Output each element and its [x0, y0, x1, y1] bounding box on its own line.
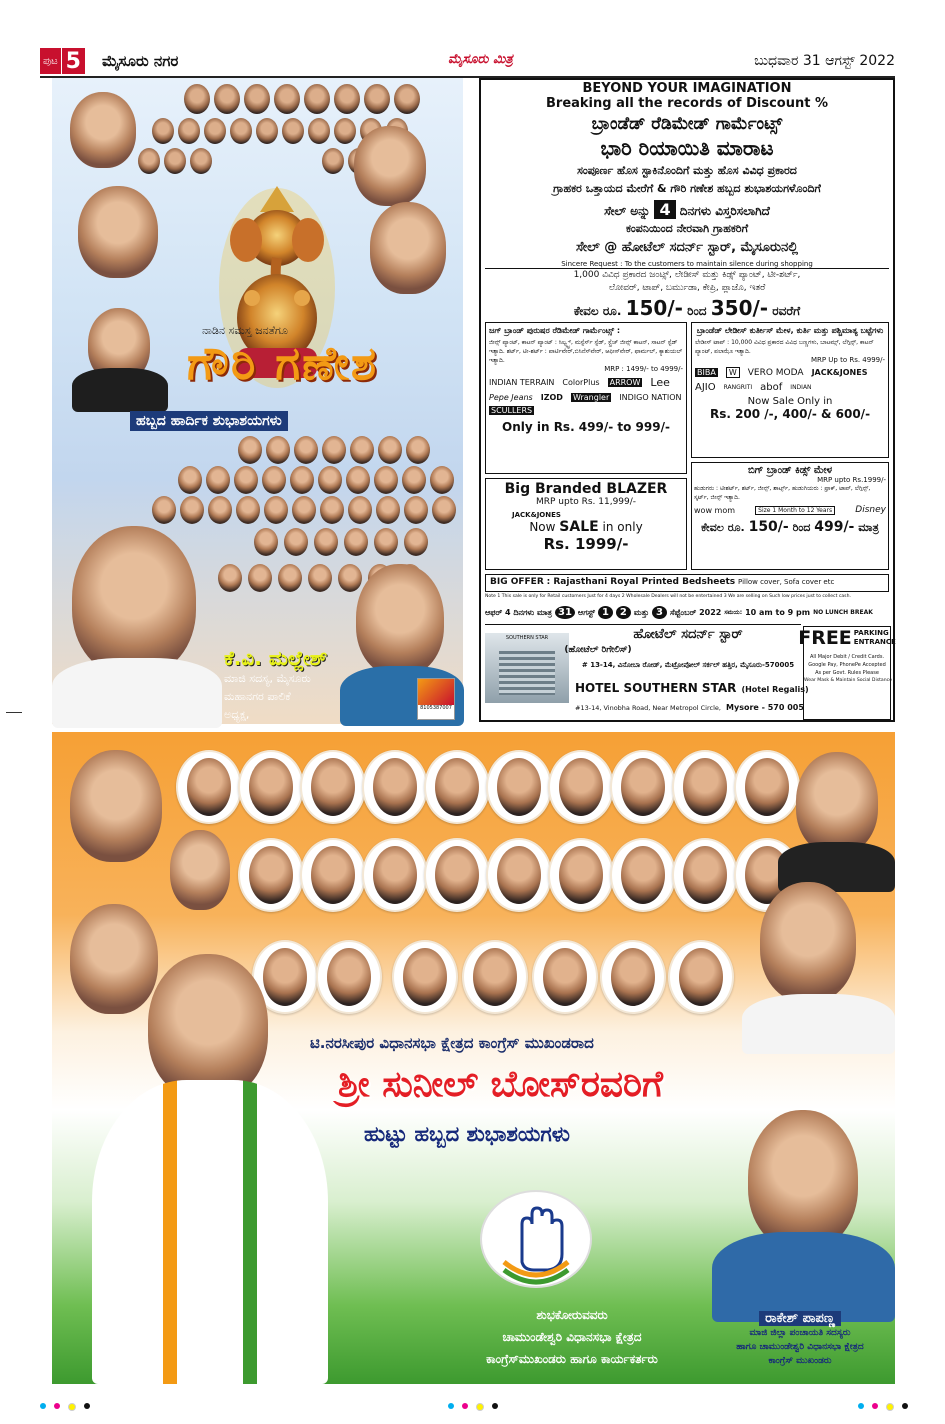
brand-logo: RANGRITI: [723, 384, 753, 391]
sale-items: ಲೋವರ್, ಟಾಪ್, ಬರ್ಮುಡಾ, ಕೇಪ್ರಿ, ಪ್ಲಾಜೊ, ಇತರೆ: [608, 283, 766, 293]
price-post: ರವರೆಗೆ: [772, 304, 801, 318]
supporter-photo: [346, 466, 370, 494]
supporter-photo: [234, 466, 258, 494]
sponsor-line: ಹಾಗೂ ಚಾಮುಂಡೇಶ್ವರಿ ವಿಧಾನಸಭಾ ಕ್ಷೇತ್ರದ: [736, 1342, 864, 1352]
margin-mark: [6, 712, 22, 713]
supporter-photo: [208, 496, 232, 524]
leader-photo-ring: [362, 838, 428, 912]
supporter-photo: [284, 528, 308, 556]
brand-logo: abof: [760, 382, 783, 393]
kids-price-max: 499/-: [814, 519, 855, 535]
sale-para: ಸಂಪೂರ್ಣ ಹೊಸ ಸ್ಟಾಕಿನೊಂದಿಗೆ ಮತ್ತು ಹೊಸ ವಿವಿಧ ಪ್ರಕಾರದ: [577, 164, 797, 177]
sale-para: ಕಂಪನಿಯಿಂದ ನೇರವಾಗಿ ಗ್ರಾಹಕರಿಗೆ: [625, 222, 749, 235]
free-parking-box: [798, 626, 896, 720]
supporter-photo: [322, 436, 346, 464]
sunil-bose-portrait: [148, 954, 268, 1100]
supporter-photo: [206, 466, 230, 494]
leader-photo: [274, 84, 300, 114]
sale-request: Sincere Request : To the customers to maintain silence during shopping: [485, 260, 889, 269]
supporter-photo: [294, 436, 318, 464]
hotel-name-kn: ಹೋಟೆಲ್ ಸದರ್ನ್ ಸ್ಟಾರ್: [633, 627, 743, 642]
free-label: FREE: [798, 627, 852, 649]
wishers-line: ಶುಭಕೋರುವವರು: [536, 1308, 608, 1322]
sale-tagline: Breaking all the records of Discount %: [546, 96, 828, 111]
offer-month: ಆಗಸ್ಟ್: [577, 607, 595, 617]
registration-marks: [40, 1403, 90, 1411]
leader-photo-ring: [486, 750, 552, 824]
supporter-photo: [404, 496, 428, 524]
brand-logo: VERO MODA: [747, 367, 804, 378]
leader-photo: [138, 148, 160, 174]
leader-photo: [178, 118, 200, 144]
price-min: 150/-: [625, 296, 683, 320]
sale-price-range: [481, 296, 893, 320]
sponsor-line: ಮಹಾನಗರ ಪಾಲಿಕೆ: [224, 690, 291, 703]
leader-photo-ring: [300, 750, 366, 824]
brand-logo: Disney: [855, 505, 886, 515]
leader-photo-ring: [610, 750, 676, 824]
sale-headline: BEYOND YOUR IMAGINATION: [582, 81, 792, 96]
supporter-photo: [236, 496, 260, 524]
hotel-name-en2: (Hotel Regalis): [741, 685, 809, 694]
greeting-intro: ಟಿ.ನರಸೀಪುರ ವಿಧಾನಸಭಾ ಕ್ಷೇತ್ರದ ಕಾಂಗ್ರೆಸ್ ಮುಖಂಡರಾದ: [310, 1034, 594, 1052]
leader-photo-ring: [672, 750, 738, 824]
brand-logo: W: [726, 367, 740, 378]
sale-extension-b: ದಿನಗಳು ವಿಸ್ತರಿಸಲಾಗಿದೆ: [679, 204, 770, 218]
leader-photo-ring: [548, 750, 614, 824]
brand-logo: Wrangler: [572, 393, 610, 402]
leader-photo: [164, 148, 186, 174]
supporter-photo: [152, 496, 176, 524]
blazer-title: Big Branded BLAZER: [504, 481, 668, 497]
payment-line: Google Pay, PhonePe Accepted: [808, 662, 886, 668]
offer-nolunch: NO LUNCH BREAK: [813, 609, 873, 616]
ladies-section: [691, 322, 889, 458]
kids-section: [691, 462, 889, 570]
leader-photo-ring: [532, 940, 598, 1014]
masthead: ಮೈಸೂರು ಮಿತ್ರ: [448, 52, 513, 67]
ladies-title: ಬ್ರಾಂಡೆಡ್ ಲೇಡೀಸ್ ಕುರ್ತೀಸ್ ಮೇಳ, ಕುರ್ತಿ ಮತ್ತು ಪಶ್ಚಿಮಾತ್ಯ ಬಟ್ಟೆಗಳು: [696, 326, 884, 335]
ladies-price: Rs. 200 /-, 400/- & 600/-: [709, 407, 871, 421]
sponsor-name: ಕೆ.ವಿ. ಮಲ್ಲೇಶ್: [224, 646, 328, 670]
hotel-address-en-row: [575, 695, 804, 714]
ganesha-greeting-ad: [52, 78, 463, 724]
mens-text: ಜೀನ್ಸ್ ಪ್ಯಾಂಟ್, ಕಾಟನ್ ಪ್ಯಾಂಟ್ : ಸಿಲ್ವ್ಸ್ಟ್ರ್, ಮಸ್ಟೆರ್ಸ್ ಸ್ಟೆಡ್, ಸ್ಟ್ರೆಚ್ ಜೀನ್ಸ್ ಕಾಟನ್, ಸಾಟನ್ ಸ್ಟೆಡ್ ಇತ್ಯಾದಿ. ಶರ್ಟ್, ಟೀ-ಶರ್ಟ್ : ಪಾರ್ಟಿವೇರ್,ಬಿಸಿನೆಸ್‌ವೇರ್, ಆಫೀಸ್‌ವೇರ್, ಫಾರ್ಮಲ್, ಕ್ಯಾಶುಯಲ್ ಇತ್ಯಾದಿ.: [489, 339, 683, 364]
leader-photo-ring: [734, 750, 800, 824]
leader-photo: [190, 148, 212, 174]
kids-price-min: 150/-: [748, 519, 789, 535]
sale-extension: [481, 200, 893, 219]
greeting-subtitle: ಹಬ್ಬದ ಹಾರ್ದಿಕ ಶುಭಾಶಯಗಳು: [130, 411, 288, 431]
leader-portrait: [354, 126, 426, 206]
offer-and: ಮತ್ತು: [633, 607, 649, 617]
leader-photo: [364, 84, 390, 114]
offer-month: ಸೆಪ್ಟೆಂಬರ್ 2022: [669, 607, 722, 617]
leader-portrait: [70, 750, 162, 862]
kids-title: ಬಿಗ್ ಬ್ರಾಂಡ್ ಕಿಡ್ಸ್ ಮೇಳ: [747, 465, 833, 476]
supporter-photo: [404, 528, 428, 556]
leader-photo: [184, 84, 210, 114]
leader-photo-ring: [300, 838, 366, 912]
supporter-photo: [248, 564, 272, 592]
leader-photo: [256, 118, 278, 144]
brand-logo: AJIO: [695, 382, 716, 393]
leader-photo: [394, 84, 420, 114]
leader-photo-ring: [600, 940, 666, 1014]
big-offer-extra: Pillow cover, Sofa cover etc: [738, 578, 835, 586]
leader-photo-ring: [672, 838, 738, 912]
blazer-section: [485, 478, 687, 570]
leader-photo-ring: [238, 838, 304, 912]
entrance-word: ENTRANCE: [853, 638, 896, 646]
price-mid: ರಿಂದ: [687, 304, 707, 318]
supporter-photo: [406, 436, 430, 464]
leader-photo: [308, 118, 330, 144]
supporter-photo: [374, 466, 398, 494]
gouri-ganesha-title: ಗೌರಿ ಗಣೇಶ: [187, 336, 379, 390]
leader-torso: [72, 368, 168, 412]
page-tag: [40, 48, 85, 74]
sale-items: 1,000 ವಿವಿಧ ಪ್ರಕಾರದ ಜಂಟ್ಸ್, ಲೇಡೀಸ್ ಮತ್ತು ಕಿಡ್ಸ್ ಪ್ಯಾಂಟ್, ಟೀ-ಶರ್ಟ್,: [573, 270, 801, 280]
price-pre: ಕೇವಲ ರೂ.: [573, 304, 622, 318]
leader-photo: [244, 84, 270, 114]
page-word: ಪುಟ: [40, 48, 61, 74]
hotel-section: [485, 624, 809, 719]
price-max: 350/-: [710, 296, 769, 320]
hotel-address-kn: # 13-14, ವಿನೋಬಾ ರೋಡ್, ಮೆಟ್ರೋಪೋಲ್ ಸರ್ಕಲ್ ಹತ್ತಿರ, ಮೈಸೂರು-570005: [581, 661, 795, 669]
leader-photo-ring: [424, 750, 490, 824]
portrait-shirt: [742, 994, 895, 1054]
ladies-text: ಲೇಡೀಸ್ ಟಾಪ್ : 10,000 ವಿವಿಧ ಪ್ರಕಾರದ ವಿವಿಧ ಬಣ್ಣಗಳು, ಬಾಟಮ್ಸ್, ಲೆಗ್ಗಿನ್ಸ್, ಕಾಟನ್ ಪ್ಯಾಂಟ್, ಪಲಾಝೊ ಇತ್ಯಾದಿ.: [695, 339, 874, 355]
supporter-photo: [374, 528, 398, 556]
brand-logo: ARROW: [609, 378, 641, 387]
leader-photo-ring: [316, 940, 382, 1014]
section-title: ಮೈಸೂರು ನಗರ: [102, 52, 179, 70]
blazer-sale: SALE: [559, 519, 599, 535]
leader-photo-ring: [486, 838, 552, 912]
offer-time-pre: ಸಮಯ:: [724, 608, 743, 616]
leader-portrait: [370, 202, 446, 294]
offer-day: 3: [652, 606, 667, 619]
blazer-mrp: MRP upto Rs. 11,999/-: [535, 497, 637, 507]
blazer-only: in only: [602, 520, 643, 534]
big-offer-label: BIG OFFER: [490, 577, 544, 587]
hotel-name-en: HOTEL SOUTHERN STAR: [575, 681, 737, 695]
supporter-portrait: [356, 564, 444, 676]
sale-para: ಗ್ರಾಹಕರ ಒತ್ತಾಯದ ಮೇರೆಗೆ & ಗೌರಿ ಗಣೇಶ ಹಬ್ಬದ ಶುಭಾಶಯಗಳೊಂದಿಗೆ: [553, 182, 821, 195]
blazer-price: Rs. 1999/-: [543, 535, 629, 553]
brand-logo: JACK&JONES: [811, 368, 868, 377]
leader-portrait: [70, 92, 136, 168]
sponsor-name: ರಾಕೇಶ್ ಪಾಪಣ್ಣ: [759, 1311, 841, 1326]
brand-logo: INDIGO NATION: [619, 393, 682, 402]
supporter-photo: [254, 528, 278, 556]
payment-line: All Major Debit / Credit Cards.: [809, 654, 885, 660]
leader-photo: [230, 118, 252, 144]
sponsor-line: ಕಾಂಗ್ರೆಸ್ ಮುಖಂಡರು: [768, 1356, 832, 1366]
wishers-line: ಕಾಂಗ್ರೆಸ್‌ಮುಖಂಡರು ಹಾಗೂ ಕಾರ್ಯಕರ್ತರು: [486, 1352, 658, 1366]
birthday-greeting-ad: [52, 732, 895, 1384]
brand-logo: IZOD: [540, 393, 563, 402]
supporter-photo: [178, 466, 202, 494]
registration-marks: [448, 1403, 498, 1411]
supporter-photo: [338, 564, 362, 592]
designer-logo: [417, 678, 455, 720]
mens-price: Only in Rs. 499/- to 999/-: [502, 420, 670, 434]
supporter-photo: [430, 466, 454, 494]
leader-portrait: [170, 830, 230, 910]
sale-extension-a: ಸೇಲ್ ಅನ್ನು: [604, 204, 651, 218]
supporter-photo: [308, 564, 332, 592]
congress-hand-icon: [480, 1190, 592, 1288]
kids-mrp: MRP upto Rs.1999/-: [817, 476, 886, 484]
sale-title2-kn: ಭಾರಿ ರಿಯಾಯಿತಿ ಮಾರಾಟ: [600, 136, 774, 160]
supporter-photo: [402, 466, 426, 494]
supporter-photo: [266, 436, 290, 464]
leader-photo-ring: [548, 838, 614, 912]
supporter-photo: [314, 528, 338, 556]
supporter-photo: [376, 496, 400, 524]
leader-portrait: [70, 904, 158, 1014]
supporter-photo: [320, 496, 344, 524]
supporter-photo: [290, 466, 314, 494]
offer-day: 1: [598, 606, 613, 619]
leader-photo: [214, 84, 240, 114]
supporter-photo: [318, 466, 342, 494]
supporter-photo: [348, 496, 372, 524]
payment-line: As per Govt. Rules Please: [815, 670, 879, 676]
blazer-now: Now: [529, 520, 556, 534]
brand-logo: BIBA: [697, 368, 716, 377]
hotel-city: Mysore - 570 005: [726, 703, 804, 712]
page-number: 5: [61, 48, 85, 74]
ladies-brands: [695, 367, 885, 393]
portrait-shirt: [52, 658, 222, 728]
offer-day: 2: [616, 606, 631, 619]
mens-brands: [489, 376, 683, 415]
rakesh-credit: [700, 1307, 900, 1368]
leader-photo-ring: [362, 750, 428, 824]
brand-logo: INDIAN TERRAIN: [489, 378, 555, 387]
leader-photo-ring: [424, 838, 490, 912]
supporter-photo: [350, 436, 374, 464]
brand-logo: wow mom: [694, 505, 736, 515]
kids-price-post: ಮಾತ್ರ: [858, 521, 879, 534]
leader-photo: [334, 118, 356, 144]
wishers-credit: [432, 1304, 712, 1370]
garment-sale-ad: [479, 78, 895, 722]
hotel-sign: SOUTHERN STAR: [505, 635, 549, 641]
birthday-wishes: ಹುಟ್ಟು ಹಬ್ಬದ ಶುಭಾಶಯಗಳು: [364, 1122, 570, 1146]
kids-price: [694, 519, 886, 535]
leader-photo: [334, 84, 360, 114]
kv-mallesh-credit: [224, 646, 327, 742]
supporter-photo: [344, 528, 368, 556]
leader-photo-ring: [610, 838, 676, 912]
registration-marks: [858, 1403, 908, 1411]
rakesh-papanna-portrait: [748, 1110, 858, 1250]
kv-mallesh-portrait: [72, 526, 196, 676]
leader-photo: [282, 118, 304, 144]
brand-logo: Lee: [650, 376, 670, 389]
kids-brands: [694, 505, 886, 515]
hotel-photo: [485, 633, 569, 703]
kids-price-pre: ಕೇವಲ ರೂ.: [701, 521, 745, 534]
supporter-photo: [432, 496, 456, 524]
supporter-photo: [180, 496, 204, 524]
leader-photo-ring: [176, 750, 242, 824]
free-parking-head: [798, 627, 896, 649]
mens-mrp: MRP : 1499/- to 4999/-: [604, 365, 683, 373]
ladies-now: Now Sale Only in: [747, 396, 833, 407]
leader-photo-ring: [668, 940, 734, 1014]
blazer-brand: JACK&JONES: [512, 511, 561, 519]
leader-photo-ring: [462, 940, 528, 1014]
leader-portrait: [78, 186, 158, 278]
sale-title-kn: ಬ್ರಾಂಡೆಡ್ ರೆಡಿಮೇಡ್ ಗಾರ್ಮೆಂಟ್ಸ್: [591, 114, 783, 134]
sale-venue: ಸೇಲ್ @ ಹೋಟೆಲ್ ಸದರ್ನ್ ಸ್ಟಾರ್, ಮೈಸೂರುನಲ್ಲಿ: [575, 240, 799, 255]
offer-day: 31: [555, 606, 575, 619]
leader-photo: [152, 118, 174, 144]
hotel-address-en: #13-14, Vinobha Road, Near Metropol Circle,: [575, 704, 721, 712]
supporter-photo: [292, 496, 316, 524]
mens-title: ಜಗ್ ಬ್ರಾಂಡ್ ಪುರುಷರ ರೆಡಿಮೇಡ್ ಗಾರ್ಮೆಂಟ್ಸ್ :: [489, 326, 621, 335]
sponsor-line: ಮಾಜಿ ಸದಸ್ಯ, ಮೈಸೂರು: [224, 672, 311, 685]
designer-phone: 8105387007: [420, 705, 452, 711]
supporter-photo: [378, 436, 402, 464]
brand-logo: Pepe Jeans: [489, 393, 533, 402]
big-offer-bar: [485, 574, 889, 592]
brand-logo: INDIAN: [790, 384, 812, 391]
brand-logo: SCULLERS: [491, 406, 533, 415]
page-header: [40, 48, 895, 74]
parking-word: PARKING: [853, 629, 889, 637]
blazer-offer: [488, 519, 684, 535]
sunil-bose-attire: [92, 1080, 328, 1384]
hotel-name-kn2: (ಹೋಟೆಲ್ ರಿಗೇಲಿಸ್): [564, 645, 632, 655]
parking-label: [854, 629, 896, 647]
supporter-photo: [218, 564, 242, 592]
offer-time: 10 am to 9 pm: [745, 608, 811, 617]
sale-note: Note 1 This sale is only for Retail customers Just for 4 days 2 Wholesale Dealers will not be entertained 3 We are selling on Such low prices just to collect cash.: [485, 594, 851, 599]
sale-days-badge: 4: [654, 200, 675, 219]
big-offer-text: : Rajasthani Royal Printed Bedsheets: [546, 577, 736, 587]
supporter-photo: [278, 564, 302, 592]
kids-size-badge: Size 1 Month to 12 Years: [755, 506, 835, 515]
sponsor-line: ಅಧ್ಯಕ್ಷ,: [224, 708, 250, 721]
leader-photo: [204, 118, 226, 144]
offer-pre: ಆಫರ್ 4 ದಿನಗಳು ಮಾತ್ರ: [485, 607, 552, 617]
supporter-photo: [264, 496, 288, 524]
leader-portrait: [760, 882, 856, 1002]
hotel-name-en-row: [575, 677, 809, 696]
leader-photo: [304, 84, 330, 114]
brand-logo: ColorPlus: [562, 378, 600, 387]
leader-photo-ring: [392, 940, 458, 1014]
payment-line: Wear Mask & Maintain Social Distance: [804, 678, 892, 683]
greeting-small-line: ನಾಡಿನ ಸಮಸ್ತ ಜನತೆಗೂ: [202, 324, 288, 337]
supporter-photo: [238, 436, 262, 464]
leader-photo-ring: [238, 750, 304, 824]
leader-portrait: [796, 752, 878, 854]
sponsor-line: ಮಾಜಿ ಜಿಲ್ಲಾ ಪಂಚಾಯತಿ ಸದಸ್ಯರು: [749, 1328, 851, 1338]
honoree-name: ಶ್ರೀ ಸುನೀಲ್ ಬೋಸ್‌ರವರಿಗೆ: [338, 1064, 663, 1105]
wishers-line: ಚಾಮುಂಡೇಶ್ವರಿ ವಿಧಾನಸಭಾ ಕ್ಷೇತ್ರದ: [502, 1330, 642, 1344]
issue-date: ಬುಧವಾರ 31 ಆಗಸ್ಟ್ 2022: [754, 53, 895, 69]
offer-dates: [485, 606, 889, 619]
mens-section: [485, 322, 687, 474]
kids-text: ಹುಡುಗರು : ಟೀಶರ್ಟ್, ಶರ್ಟ್, ಜೀನ್ಸ್, ಶಾರ್ಟ್ಸ್, ಹುಡುಗಿಯರು : ಫ್ರಾಕ್, ಟಾಪ್, ಲೆಗ್ಗಿನ್ಸ್, ಸ್ಕರ್ಟ್, ಜೀನ್ಸ್ ಇತ್ಯಾದಿ.: [694, 485, 871, 501]
ladies-mrp: MRP Up to Rs. 4999/-: [810, 356, 885, 364]
supporter-photo: [262, 466, 286, 494]
kids-price-mid: ರಿಂದ: [792, 521, 811, 534]
